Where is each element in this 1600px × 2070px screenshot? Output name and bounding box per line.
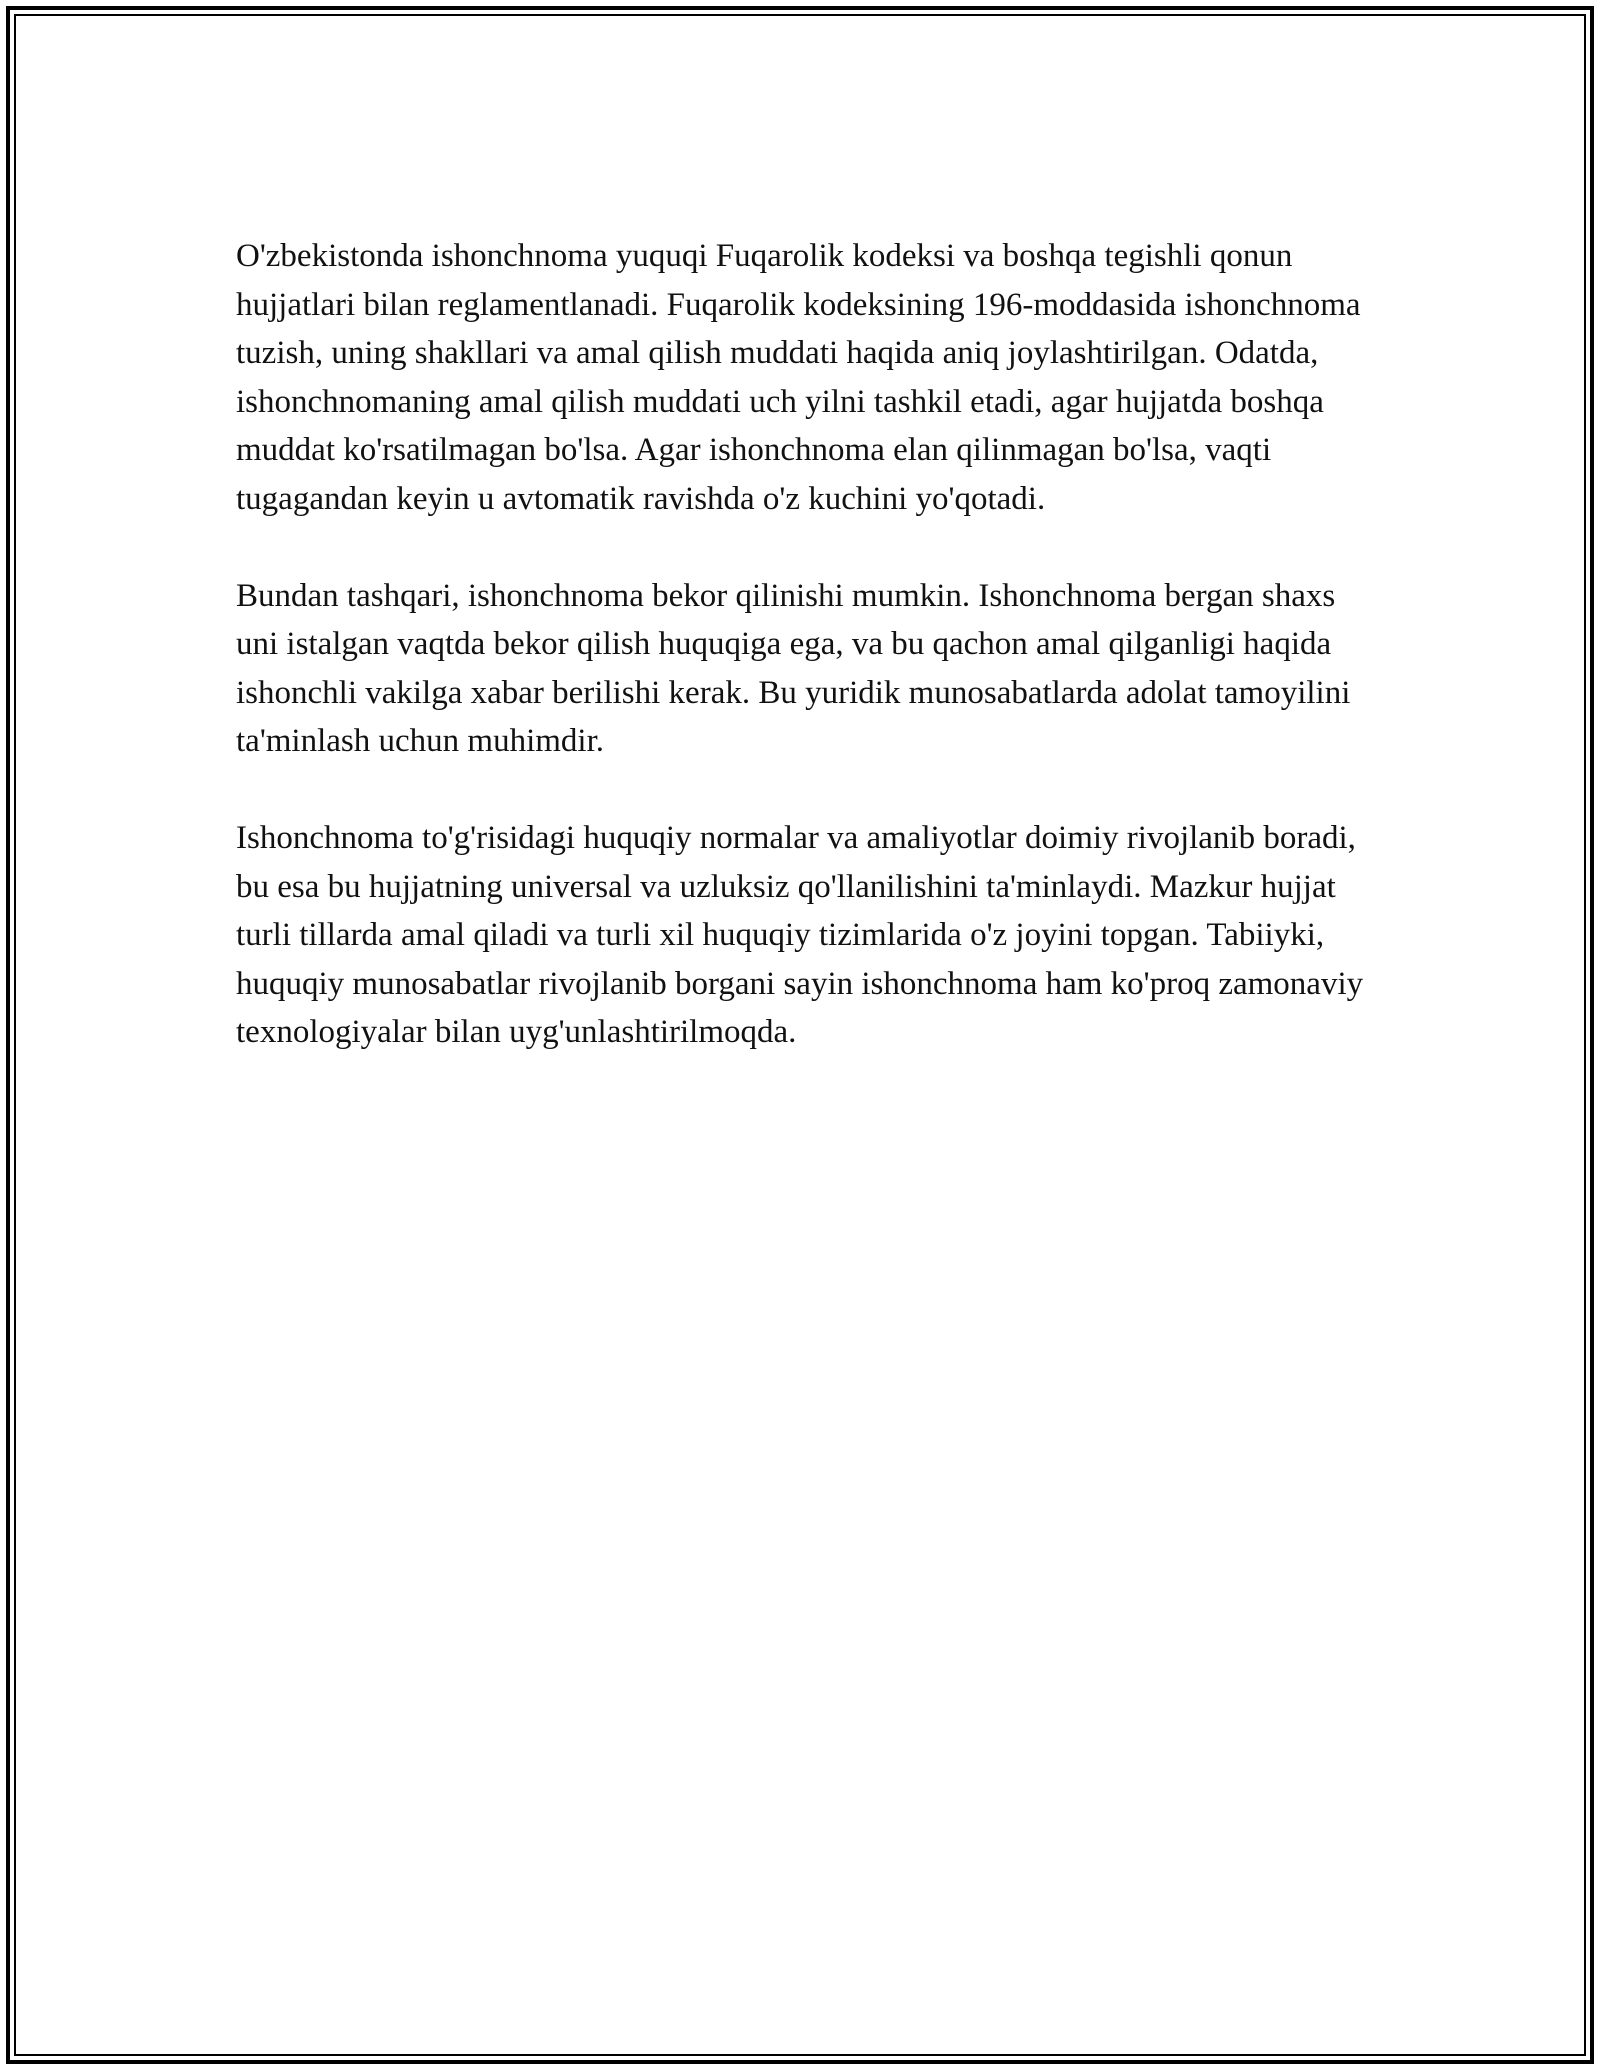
paragraph-1: O'zbekistonda ishonchnoma yuquqi Fuqarolik kodeksi va boshqa tegishli qonun hujjatlari bilan reglamentlanadi. Fuqarolik kodeksining 196-moddasida ishonchnoma tuzish, uning shakllari va amal qilish muddati haqida aniq joylashtirilgan. Odatda, ishonchnomaning amal qilish muddati uch yilni tashkil etadi, agar hujjatda boshqa muddat ko'rsatilmagan bo'lsa. Agar ishonchnoma elan qilinmagan bo'lsa, vaqti tugagandan keyin u avtomatik ravishda o'z kuchini yo'qotadi.	[236, 238, 1361, 517]
document-body	[236, 232, 1376, 1057]
paragraph-3: Ishonchnoma to'g'risidagi huquqiy normalar va amaliyotlar doimiy rivojlanib boradi, bu esa bu hujjatning universal va uzluksiz qo'llanilishini ta'minlaydi. Mazkur hujjat turli tillarda amal qiladi va turli xil huquqiy tizimlarida o'z joyini topgan. Tabiiyki, huquqiy munosabatlar rivojlanib borgani sayin ishonchnoma ham ko'proq zamonaviy texnologiyalar bilan uyg'unlashtirilmoqda.	[236, 819, 1364, 1051]
paragraph-2: Bundan tashqari, ishonchnoma bekor qilinishi mumkin. Ishonchnoma bergan shaxs uni istalgan vaqtda bekor qilish huquqiga ega, va bu qachon amal qilganligi haqida ishonchli vakilga xabar berilishi kerak. Bu yuridik munosabatlarda adolat tamoyilini ta'minlash uchun muhimdir.	[236, 577, 1351, 760]
